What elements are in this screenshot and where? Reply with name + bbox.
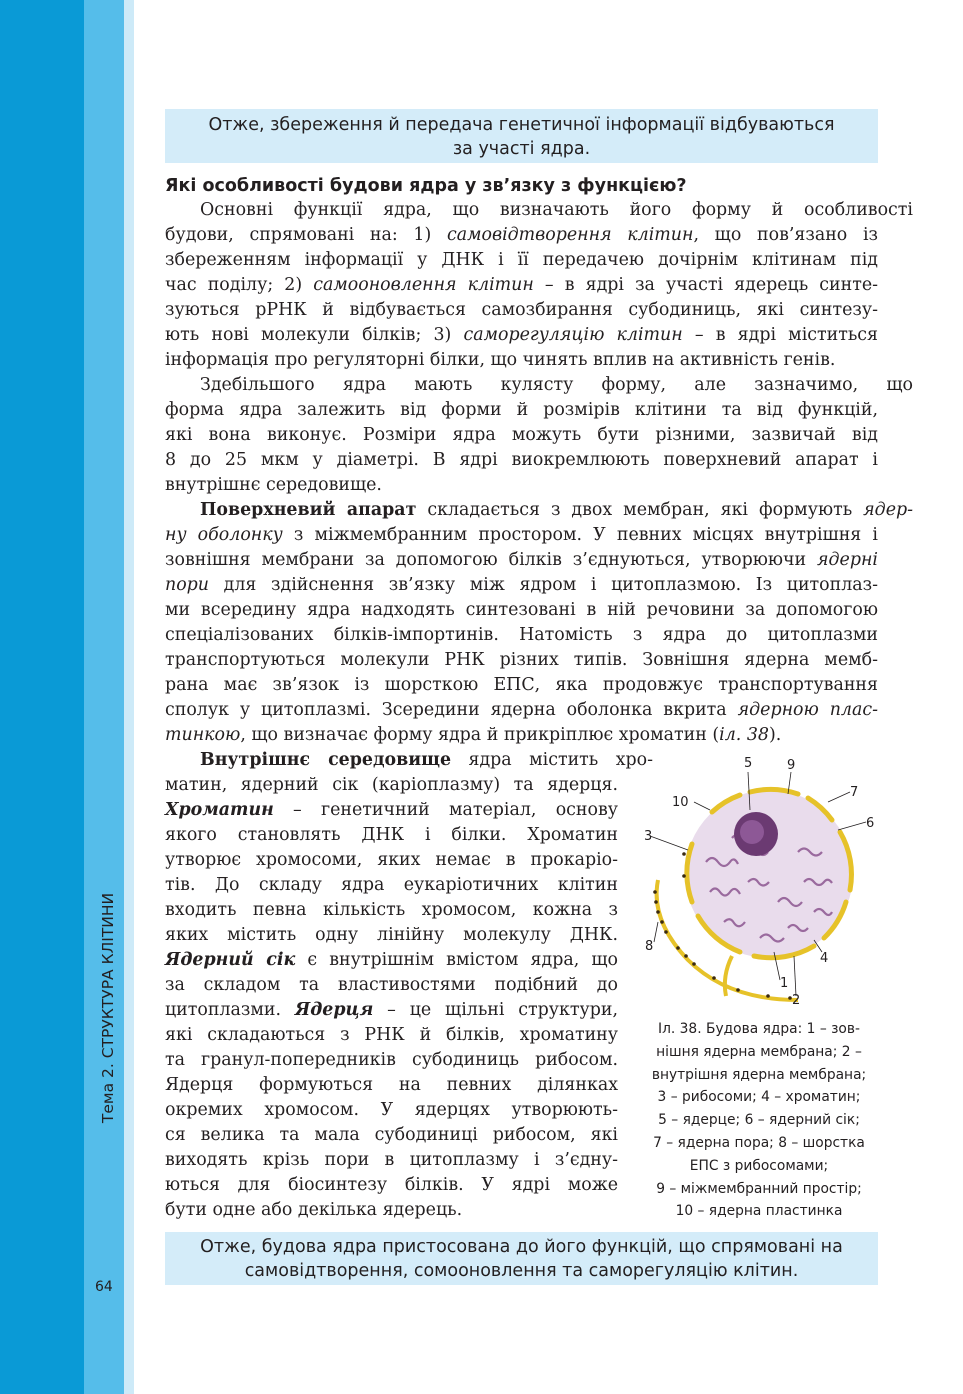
side-stripe-edge — [124, 0, 134, 1394]
text-line: інформація про регуляторні білки, що чинять вплив на активність генів. — [165, 350, 836, 370]
text-line: внутрішнє середовище. — [165, 475, 382, 495]
text-line: цитоплазми. Ядерця – це щільні структури, — [165, 1000, 618, 1020]
page-number: 64 — [95, 1279, 113, 1295]
diagram-label-8: 8 — [645, 939, 654, 954]
body-text-full — [165, 198, 913, 748]
caption-line: 9 – міжмембранний простір; — [656, 1180, 862, 1197]
caption-line: Іл. 38. Будова ядра: 1 – зов- — [658, 1021, 860, 1037]
diagram-label-2: 2 — [792, 993, 801, 1008]
text-line: Внутрішнє середовище ядра містить хро- — [200, 750, 653, 770]
summary-line: Отже, збереження й передача генетичної інформації відбуваються — [208, 115, 835, 135]
summary-line: самовідтворення, сомооновлення та саморегуляцію клітин. — [244, 1261, 799, 1281]
text-line: які вона виконує. Розміри ядра можуть бути різними, зазвичай від — [165, 425, 878, 445]
caption-line: 10 – ядерна пластинка — [675, 1203, 843, 1220]
caption-line: 7 – ядерна пора; 8 – шорстка — [653, 1134, 865, 1151]
chapter-title-text: Тема 2. СТРУКТУРА КЛІТИНИ — [99, 892, 117, 1124]
text-line: час поділу; 2) самооновлення клітин – в ядрі за участі ядерець синте- — [165, 275, 879, 295]
caption-line: нішня ядерна мембрана; 2 – — [656, 1043, 862, 1060]
text-line: входить певна кількість хромосом, кожна з — [165, 900, 618, 920]
text-line: якого становлять ДНК і білки. Хроматин — [165, 825, 618, 845]
text-line: матин, ядерний сік (каріоплазму) та ядерця. — [165, 775, 618, 795]
text-line: окремих хромосом. У ядерцях утворюють- — [165, 1100, 618, 1120]
text-line: ся велика та мала субодиниці рибосом, які — [165, 1125, 618, 1145]
text-line: та гранул-попередників субодиниць рибосом. — [165, 1050, 618, 1070]
side-stripe-inner — [84, 0, 124, 1394]
diagram-label-7: 7 — [850, 785, 859, 800]
diagram-label-4: 4 — [820, 951, 829, 966]
text-line: транспортуються молекули РНК різних типів. Зовнішня ядерна мемб- — [165, 650, 878, 670]
text-line: ми всередину ядра надходять синтезовані в ній речовини за допомогою — [165, 600, 878, 620]
chapter-title-vertical — [96, 888, 120, 1128]
text-line: за складом та властивостями подібний до — [165, 975, 618, 995]
diagram-label-9: 9 — [787, 758, 796, 773]
text-line: Ядерця формуються на певних ділянках — [165, 1075, 618, 1095]
summary-box-top — [165, 109, 878, 163]
nucleus-diagram — [628, 752, 890, 1012]
summary-line: Отже, будова ядра пристосована до його функцій, що спрямовані на — [200, 1237, 843, 1257]
diagram-label-5: 5 — [744, 756, 753, 771]
caption-line: 3 – рибосоми; 4 – хроматин; — [657, 1089, 861, 1106]
text-line: тів. До складу ядра еукаріотичних клітин — [165, 875, 618, 895]
text-line: збереженням інформації у ДНК і її передачею дочірнім клітинам під — [165, 250, 878, 270]
diagram-label-6: 6 — [866, 816, 875, 831]
figure-caption — [628, 1018, 890, 1223]
text-line: утворює хромосоми, яких немає в прокаріо- — [165, 850, 618, 870]
text-line: форма ядра залежить від форми й розмірів клітини та від функцій, — [165, 400, 878, 420]
caption-line: внутрішня ядерна мембрана; — [651, 1066, 867, 1083]
summary-box-bottom — [165, 1232, 878, 1285]
nucleolus-core — [740, 820, 764, 844]
text-line: спеціалізованих білків-імпортинів. Натомість з ядра до цитоплазми — [165, 625, 878, 645]
text-line: ються для біосинтезу білків. У ядрі може — [165, 1175, 618, 1195]
text-line: Основні функції ядра, що визначають його форму й особливості — [200, 200, 913, 220]
summary-line: за участі ядра. — [452, 139, 591, 159]
text-line: виходять крізь пори в цитоплазму і з’єдну- — [165, 1150, 618, 1170]
text-line: Здебільшого ядра мають кулясту форму, але зазначимо, що — [200, 375, 913, 395]
text-line: пори для здійснення зв’язку між ядром і цитоплазмою. Із цитоплаз- — [165, 575, 878, 595]
text-line: тинкою, що визначає форму ядра й прикріплює хроматин (іл. 38). — [165, 725, 782, 745]
caption-line: 5 – ядерце; 6 – ядерний сік; — [658, 1112, 860, 1129]
text-line: сполук у цитоплазмі. Зсередини ядерна оболонка вкрита ядерною плас- — [165, 700, 878, 720]
text-line: рана має зв’язок із шорсткою ЕПС, яка продовжує транспортування — [165, 675, 878, 695]
body-text-column — [165, 748, 653, 1223]
text-line: 8 до 25 мкм у діаметрі. В ядрі виокремлюють поверхневий апарат і — [165, 450, 878, 470]
text-line: Ядерний сік є внутрішнім вмістом ядра, що — [165, 950, 618, 970]
text-line: Хроматин – генетичний матеріал, основу — [165, 800, 618, 820]
text-line: які складаються з РНК й білків, хроматину — [165, 1025, 618, 1045]
text-line: ну оболонку з міжмембранним простором. У певних місцях внутрішня і — [165, 525, 878, 545]
diagram-label-1: 1 — [780, 976, 789, 991]
diagram-label-3: 3 — [644, 829, 653, 844]
text-line: будови, спрямовані на: 1) самовідтворення клітин, що пов’язано із — [165, 225, 879, 245]
text-line: яких містить одну лінійну молекулу ДНК. — [165, 925, 618, 945]
text-line: зовнішня мембрани за допомогою білків з’єднуються, утворюючи ядерні — [165, 550, 878, 570]
text-line: Поверхневий апарат складається з двох мембран, які формують ядер- — [200, 500, 913, 520]
caption-line: ЕПС з рибосомами; — [689, 1157, 829, 1174]
text-line: бути одне або декілька ядерець. — [165, 1200, 463, 1220]
text-line: зуються рРНК й відбувається самозбирання субодиниць, які синтезу- — [165, 300, 878, 320]
section-heading: Які особливості будови ядра у зв’язку з функцією? — [165, 176, 687, 196]
text-line: ють нові молекули білків; 3) саморегуляцію клітин – в ядрі міститься — [165, 325, 879, 345]
diagram-label-10: 10 — [672, 795, 689, 810]
